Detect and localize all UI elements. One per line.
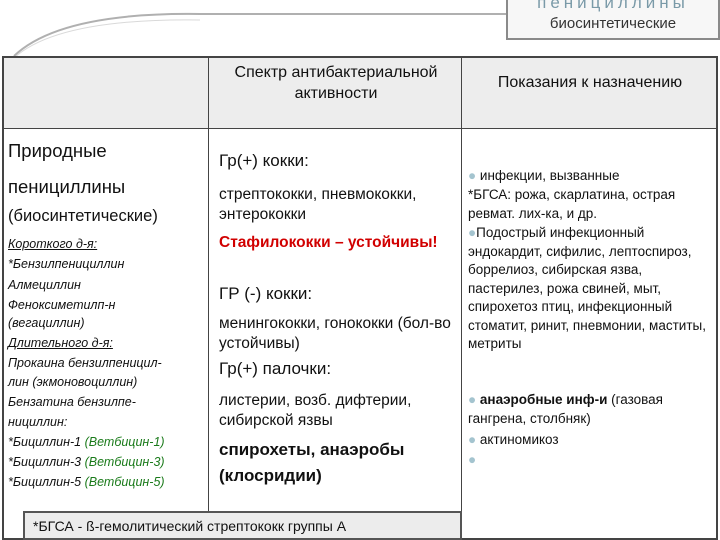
indication-item-empty	[468, 451, 714, 470]
bullet-icon: ●	[468, 432, 477, 447]
indication-item	[468, 224, 714, 354]
slide-subtitle: биосинтетические	[549, 15, 677, 32]
bicillin-brand: (Ветбицин-3)	[84, 455, 165, 469]
bullet-icon: ●	[468, 168, 477, 183]
col2-header: Спектр антибактериальной активности	[234, 64, 438, 102]
list-item: (вегациллин)	[8, 316, 85, 330]
bicillin-item	[8, 432, 165, 452]
indication-text: актиномикоз	[476, 432, 559, 447]
header-cell-indications	[461, 57, 717, 129]
gram-neg-cocci-text: менингококки, гонококки (бол-во устойчивы)	[219, 315, 451, 352]
bicillin-item	[8, 452, 165, 472]
list-item: Феноксиметилп-н	[8, 298, 116, 312]
bullet-icon: ●	[468, 392, 477, 407]
list-item: Длительного д-я:	[8, 336, 113, 350]
gram-pos-rods-head: Гр(+) палочки:	[219, 359, 332, 378]
indication-text: инфекции, вызванные	[476, 168, 620, 183]
list-item: Прокаина бензилпеницил-	[8, 356, 162, 370]
gram-pos-cocci-head: Гр(+) кокки:	[219, 151, 309, 170]
staph-resistant-note: Стафилококки – устойчивы!	[219, 234, 438, 251]
bicillin-brand: (Ветбицин-5)	[84, 475, 165, 489]
footnote: *БГСА - ß-гемолитический стрептококк группы А	[23, 511, 462, 540]
bicillin-name: *Бициллин-1	[8, 435, 82, 449]
header-cell-empty	[3, 57, 209, 129]
indication-item	[468, 167, 714, 186]
col1-heading-3: (биосинтетические)	[8, 207, 158, 225]
indication-text-2: *БГСА: рожа, скарлатина, острая ревмат. лих-ка, и др.	[468, 187, 676, 221]
bicillin-item	[8, 472, 165, 492]
list-item: Алмециллин	[8, 278, 81, 292]
list-item: нициллин:	[8, 415, 68, 429]
col3-header: Показания к назначению	[497, 74, 683, 91]
col1-cell	[3, 128, 209, 539]
col1-heading-2: пенициллины	[8, 176, 126, 197]
col1-heading-1: Природные	[8, 140, 107, 161]
gram-pos-rods-text: листерии, возб. дифтерии, сибирской язвы	[219, 392, 412, 429]
bicillin-name: *Бициллин-3	[8, 455, 82, 469]
col2-cell	[208, 128, 462, 539]
indication-item	[468, 431, 714, 450]
list-item: Короткого д-я:	[8, 237, 98, 251]
list-item: *Бензилпенициллин	[8, 257, 125, 271]
gram-neg-cocci-head: ГР (-) кокки:	[219, 284, 313, 303]
gram-pos-cocci-text: стрептококки, пневмококки, энтерококки	[219, 186, 417, 223]
indication-item	[468, 391, 714, 428]
bullet-icon: ●	[468, 225, 477, 240]
spirochetes-anaerobes: спирохеты, анаэробы (клосридии)	[219, 440, 405, 485]
comparison-table	[2, 56, 718, 540]
bicillin-name: *Бициллин-5	[8, 475, 82, 489]
bullet-icon: ●	[468, 452, 477, 467]
list-item: Бензатина бензилпе-	[8, 395, 136, 409]
indication-text-bold: анаэробные инф-и	[476, 392, 608, 407]
bicillin-brand: (Ветбицин-1)	[84, 435, 165, 449]
slide-title: пенициллины	[537, 0, 689, 12]
slide-title-box	[506, 0, 720, 40]
list-item: лин (экмоновоциллин)	[8, 375, 138, 389]
indication-text: (газовая гангрена, столбняк)	[468, 392, 663, 426]
col3-cell	[461, 128, 717, 539]
header-cell-spectrum	[208, 57, 462, 129]
indication-text: Подострый инфекционный эндокардит, сифилис, лептоспироз, боррелиоз, сибирская язва, пастерилез, рожа свиней, мыт, спирохетоз птиц, инфекционный стоматит, ринит, пневмонии, маститы, метриты	[468, 225, 706, 351]
